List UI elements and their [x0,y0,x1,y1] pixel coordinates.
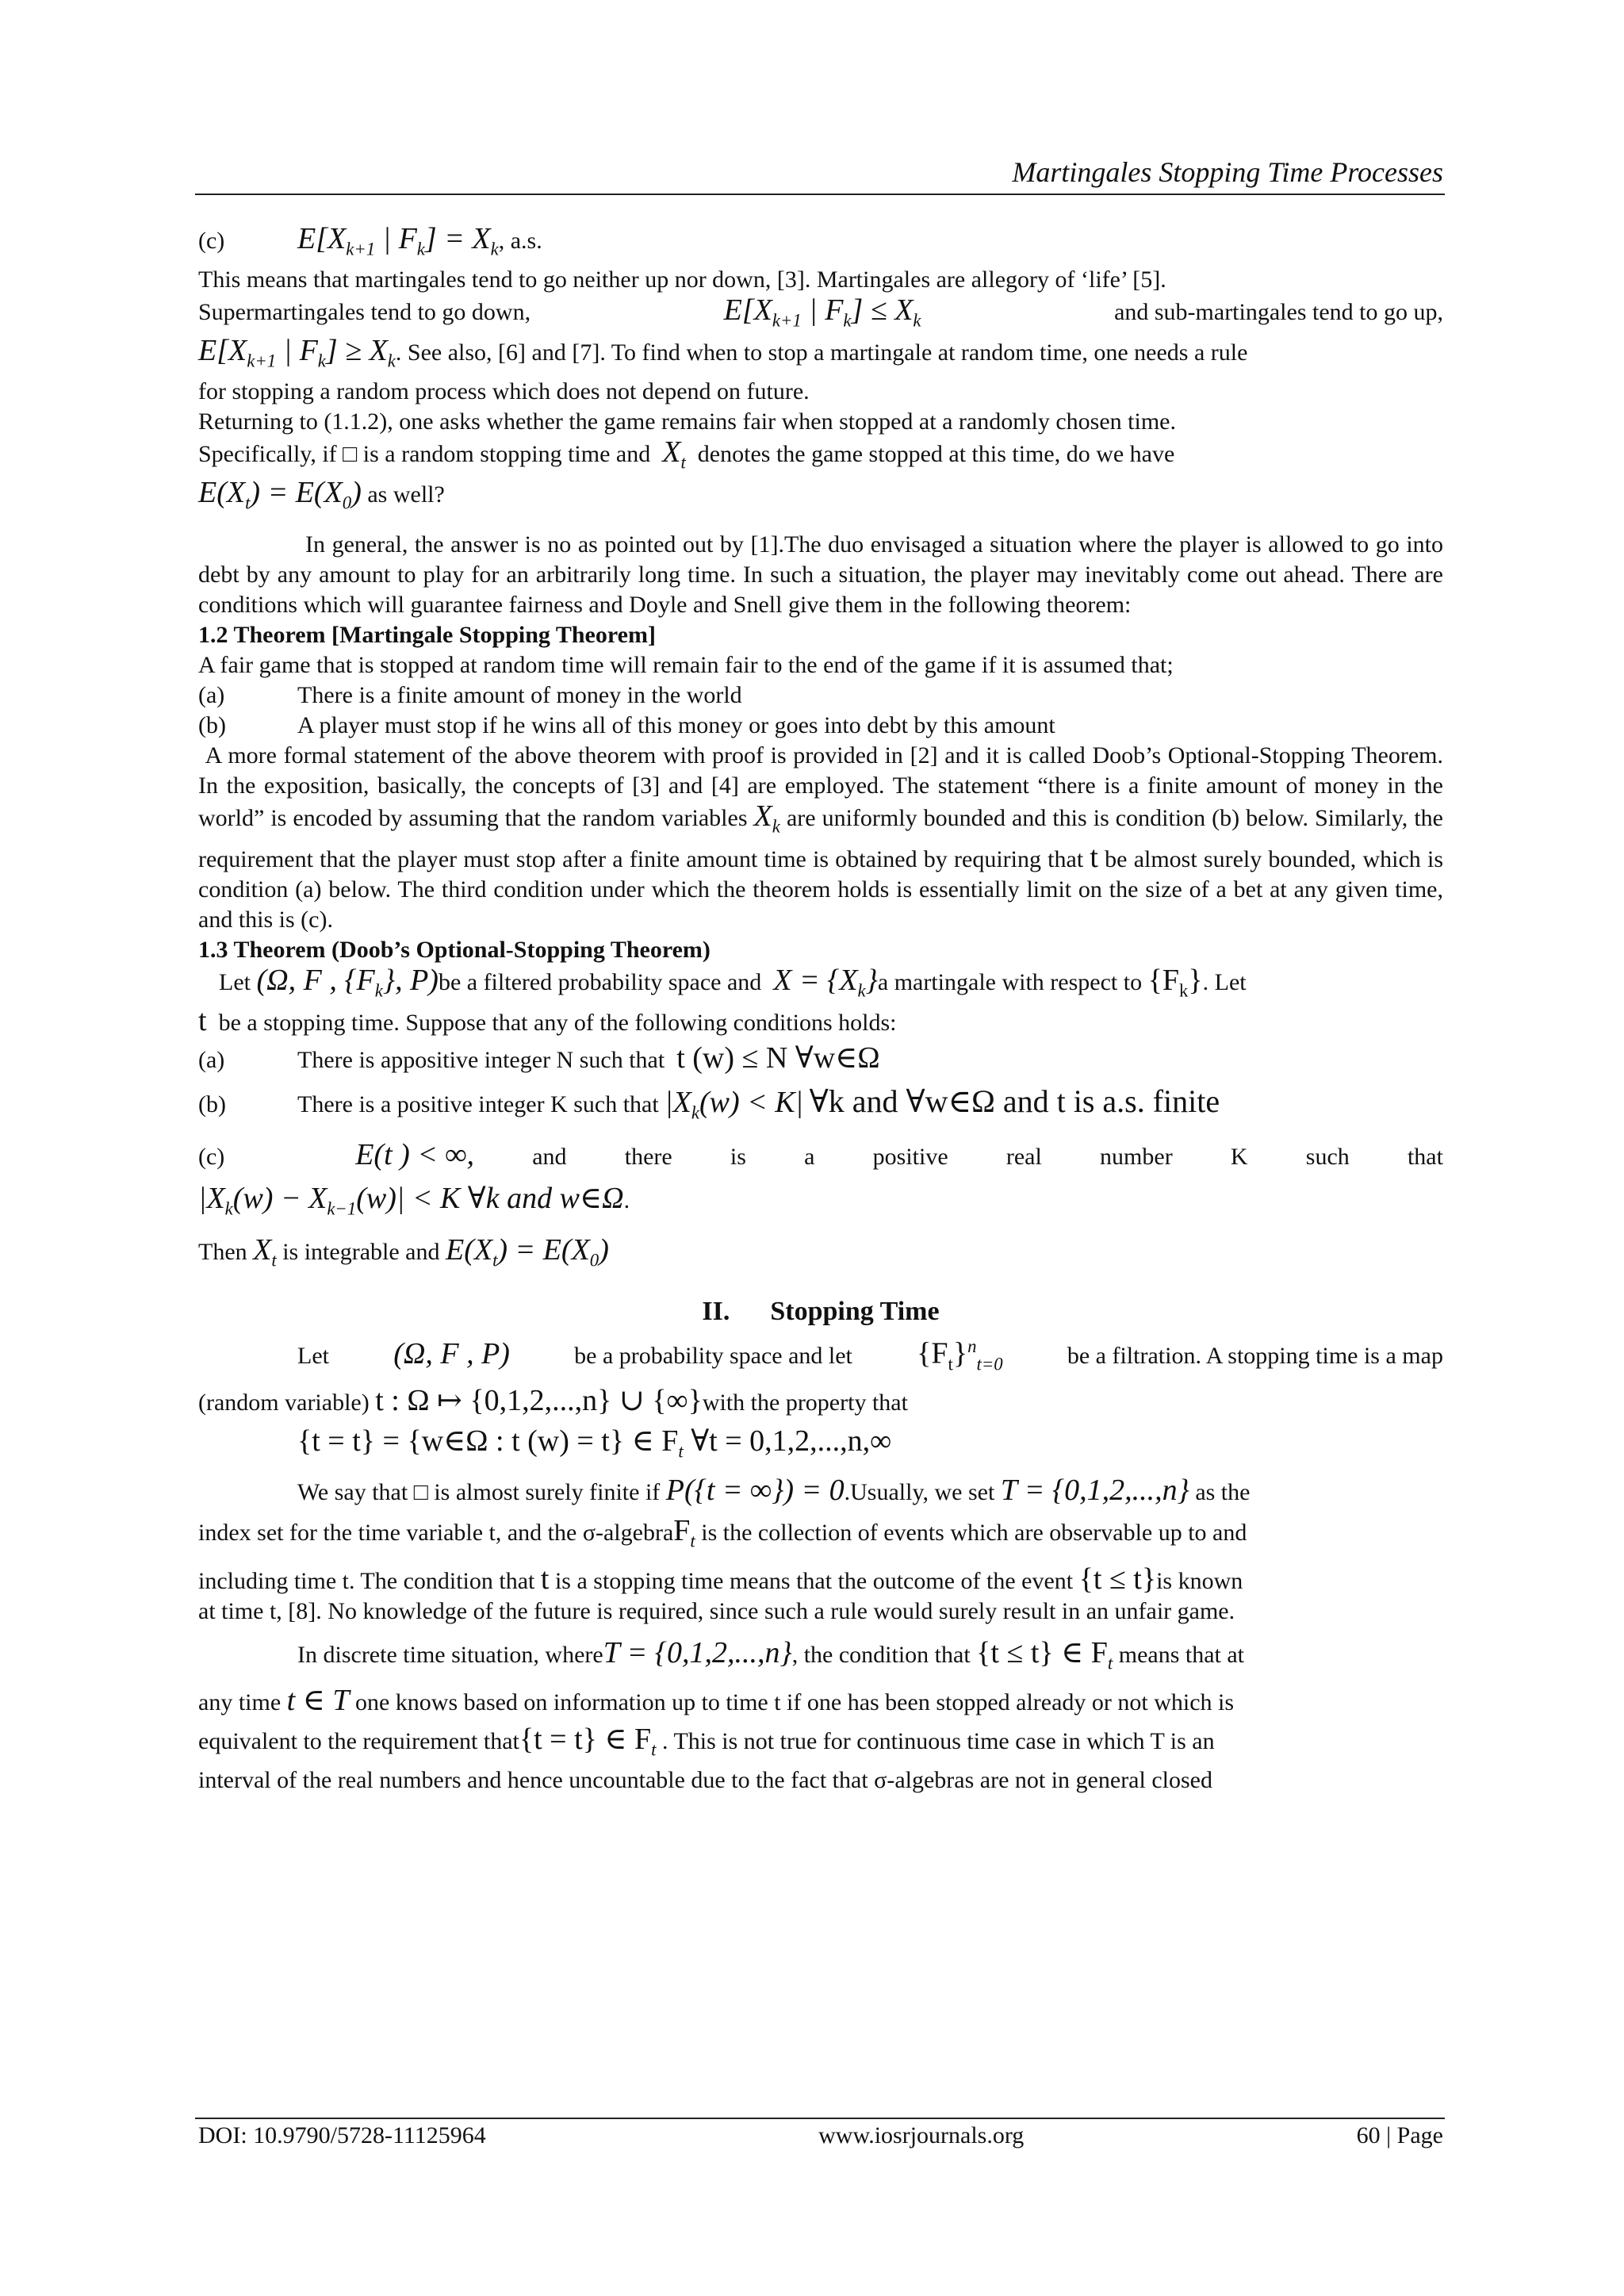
paragraph-line: for stopping a random process which does not depend on future. [198,378,810,404]
paragraph-line: Let (Ω, F , P) be a probability space and let $\{F_t\}^n_{t=0}$ be a filtration. A stopping time is a map [297,1336,1443,1374]
paragraph-line: at time t, [8]. No knowledge of the future is required, since such a rule would surely result in an unfair game. [198,1598,1235,1625]
eq-c-row [198,224,1443,265]
paragraph-line: In discrete time situation, where T = {0,1,2,...,n} , the condition that {t ≤ t} ∈ $F_t$ means that at [297,1636,1245,1673]
paragraph-line: any time t ∈ T one knows based on information up to time t if one has been stopped already or not which is [198,1683,1235,1717]
paragraph-line: We say that □ is almost surely finite if P({t = ∞}) = 0 .Usually, we set T = {0,1,2,...,n} as the [297,1473,1251,1507]
section-heading: II. Stopping Time [702,1296,940,1326]
paragraph-line: This means that martingales tend to go neither up nor down, [3]. Martingales are allegory of ‘life’ [5]. [198,266,1166,293]
footer-rule [195,2118,1445,2119]
footer-site-link[interactable]: www.iosrjournals.org [818,2122,1025,2148]
theorem-heading: 1.2 Theorem [Martingale Stopping Theorem] [198,621,656,648]
paragraph-line: $E[X_{k+1}$ | $F_k] \ge X_k$ . See also, [6] and [7]. To find when to stop a martingale at random time, one needs a rule [198,334,1248,371]
condition-c-line2: $|X_k(w) - X_{k-1}(w)| < K$ ∀k and w∈Ω . [198,1181,630,1219]
footer-page-number: 60 | Page [1356,2122,1443,2148]
paragraph-line: t be a stopping time. Suppose that any of the following conditions holds: [198,1004,897,1038]
stopping-time-definition: {t = t} = {w∈Ω : t (w) = t} ∈ $F_t$ ∀t = 0,1,2,...,n,∞ [297,1424,892,1462]
paragraph-line: Supermartingales tend to go down, $E[X_{k+1}$ | $F_k] \le X_k$ and sub-martingales tend to go up, [198,293,1443,331]
theorem-item: (a) There is a finite amount of money in the world [198,681,742,708]
footer [198,2122,1443,2149]
paragraph-line: (random variable) t : Ω ↦ {0,1,2,...,n} ∪ {∞} with the property that [198,1384,908,1418]
paragraph-line: including time t. The condition that t is a stopping time means that the outcome of the event {t ≤ t} is known [198,1562,1243,1596]
running-header: Martingales Stopping Time Processes [1012,156,1443,188]
condition-b: (b) There is a positive integer K such that $|X_k(w) < K|$ ∀k and ∀w∈Ω and t is a.s. finite [198,1083,1220,1123]
condition-c: (c) E(t ) < ∞, and there is a positive real number K such that [198,1137,1443,1171]
eq-c-tail: , a.s. [498,228,542,254]
paragraph-line: $E(X_t) = E(X_0)$ as well? [198,476,445,513]
eq-c-label: (c) [198,228,225,254]
paragraph-line: interval of the real numbers and hence uncountable due to the fact that σ-algebras are not in general closed [198,1766,1212,1793]
paragraph: A more formal statement of the above theorem with proof is provided in [2] and it is called Doob’s Optional-Stopping Theorem. In the exposition, basically, the concepts of [3] and [4] are employed. The statement “there is a finite amount of money in the world” is encoded by assuming that the random variables $X_k$ are uniformly bounded and this is condition (b) below. Similarly, the requirement that the player must stop after a finite amount time is obtained by requiring that t be almost surely bounded, which is condition (a) below. The third condition under which the theorem holds is essentially limit on the size of a bet at any given time, and this is (c). [198,742,1443,933]
theorem-heading: 1.3 Theorem (Doob’s Optional-Stopping Theorem) [198,936,710,963]
paragraph: In general, the answer is no as pointed out by [1].The duo envisaged a situation where the player is allowed to go into debt by any amount to play for an arbitrarily long time. In such a situation, the player may inevitably come out ahead. There are conditions which will guarantee fairness and Doyle and Snell give them in the following theorem: [198,531,1443,618]
paragraph-line: equivalent to the requirement that {t = t} ∈ $F_t$ . This is not true for continuous time case in which T is an [198,1722,1215,1760]
condition-a: (a) There is appositive integer N such that t (w) ≤ N ∀w∈Ω [198,1041,880,1075]
paragraph-line: Let (Ω, F , $\{F_k\}$, P) be a filtered probability space and $X = \{X_k\}$ a martingale with respect to $\{F_k\}$ . Let [219,963,1247,1001]
theorem-text: A fair game that is stopped at random time will remain fair to the end of the game if it is assumed that; [198,651,1174,678]
paragraph-line: Specifically, if □ is a random stopping time and $X_t$ denotes the game stopped at this time, do we have [198,435,1175,473]
footer-doi: DOI: 10.9790/5728-11125964 [198,2122,486,2148]
paragraph-line: index set for the time variable t, and the σ-algebra $F_t$ is the collection of events which are observable up to and [198,1513,1247,1551]
eq-c: $E[X_{k+1}$ | $F_k] = X_k$ [297,222,499,259]
theorem-item: (b) A player must stop if he wins all of this money or goes into debt by this amount [198,711,1055,738]
page-body [198,224,1443,1796]
header-rule [195,194,1445,195]
then-line: Then $X_t$ is integrable and $E(X_t) = E(X_0)$ [198,1233,609,1271]
paragraph-line: Returning to (1.1.2), one asks whether the game remains fair when stopped at a randomly chosen time. [198,408,1176,435]
